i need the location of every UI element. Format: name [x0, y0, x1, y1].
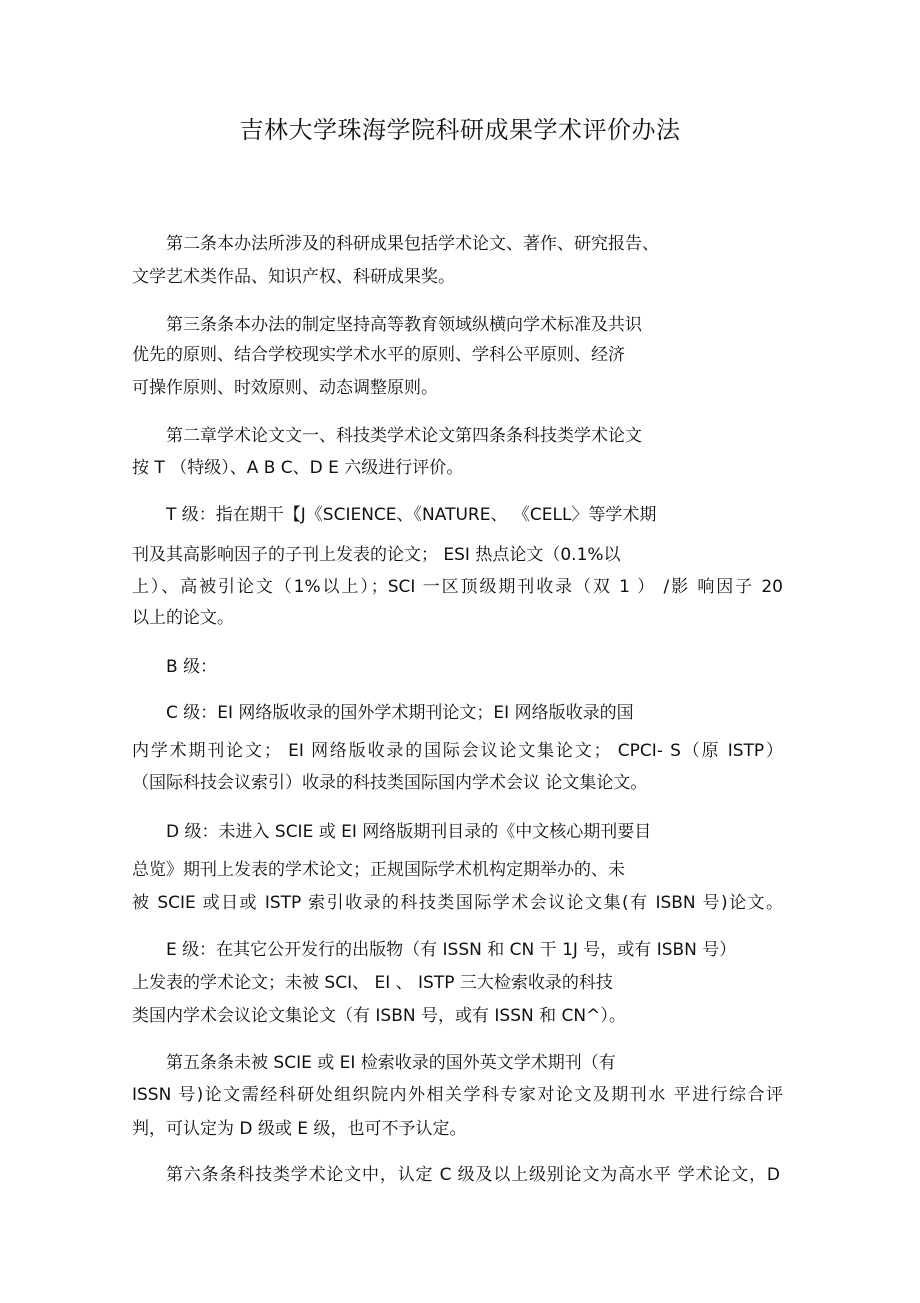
paragraph-3-line-1: 第二章学术论文文一、科技类学术论文第四条条科技类学术论文 — [166, 426, 642, 446]
paragraph-9-line-2: ISSN 号)论文需经科研处组织院内外相关学科专家对论文及期刊水 平进行综合评 — [132, 1085, 783, 1105]
paragraph-5-line-1: B 级： — [166, 657, 218, 677]
paragraph-10-line-1: 第六条条科技类学术论文中，认定 C 级及以上级别论文为高水平 学术论文，D — [166, 1165, 780, 1185]
paragraph-6-line-3: （国际科技会议索引）收录的科技类国际国内学术会议 论文集论文。 — [132, 773, 648, 793]
paragraph-1-line-2: 文学艺术类作品、知识产权、科研成果奖。 — [132, 267, 455, 287]
paragraph-9-line-3: 判，可认定为 D 级或 E 级，也可不予认定。 — [132, 1119, 467, 1139]
paragraph-4-line-4: 以上的论文。 — [132, 608, 234, 628]
paragraph-3-line-2: 按 T （特级）、A B C、D E 六级进行评价。 — [132, 458, 464, 478]
paragraph-7-line-3: 被 SCIE 或日或 ISTP 索引收录的科技类国际学术会议论文集(有 ISBN 号)论文。 — [132, 893, 783, 913]
paragraph-8-line-3: 类国内学术会议论文集论文（有 ISBN 号，或有 ISSN 和 CN^）。 — [132, 1006, 626, 1026]
paragraph-4-line-2: 刊及其高影响因子的子刊上发表的论文； ESI 热点论文（0.1%以 — [132, 545, 621, 565]
paragraph-6-line-1: C 级：EI 网络版收录的国外学术期刊论文；EI 网络版收录的国 — [166, 703, 634, 723]
document-title: 吉林大学珠海学院科研成果学术评价办法 — [239, 116, 681, 144]
paragraph-9-line-1: 第五条条未被 SCIE 或 EI 检索收录的国外英文学术期刊（有 — [166, 1053, 616, 1073]
paragraph-4-line-1: T 级：指在期干【J《SCIENCE、《NATURE、 《CELL〉等学术期 — [166, 505, 657, 525]
paragraph-8-line-1: E 级：在其它公开发行的出版物（有 ISSN 和 CN 干 1J 号，或有 ISBN 号） — [166, 940, 737, 960]
paragraph-2-line-3: 可操作原则、时效原则、动态调整原则。 — [132, 378, 438, 398]
paragraph-8-line-2: 上发表的学术论文；未被 SCI、 EI 、 ISTP 三大检索收录的科技 — [132, 973, 613, 993]
paragraph-7-line-1: D 级：未进入 SCIE 或 EI 网络版期刊目录的《中文核心期刊要目 — [166, 822, 652, 842]
paragraph-7-line-2: 总览》期刊上发表的学术论文；正规国际学术机构定期举办的、未 — [132, 860, 625, 880]
paragraph-4-line-3: 上）、高被引论文（1%以上）；SCI 一区顶级期刊收录（双 1 ） /影 响因子 20 — [132, 577, 783, 597]
paragraph-2-line-1: 第三条条本办法的制定坚持高等教育领域纵横向学术标准及共识 — [166, 315, 642, 335]
paragraph-2-line-2: 优先的原则、结合学校现实学术水平的原则、学科公平原则、经济 — [132, 345, 625, 365]
paragraph-1-line-1: 第二条本办法所涉及的科研成果包括学术论文、著作、研究报告、 — [166, 234, 659, 254]
paragraph-6-line-2: 内学术期刊论文； EI 网络版收录的国际会议论文集论文； CPCI- S（原 ISTP） — [132, 741, 783, 761]
